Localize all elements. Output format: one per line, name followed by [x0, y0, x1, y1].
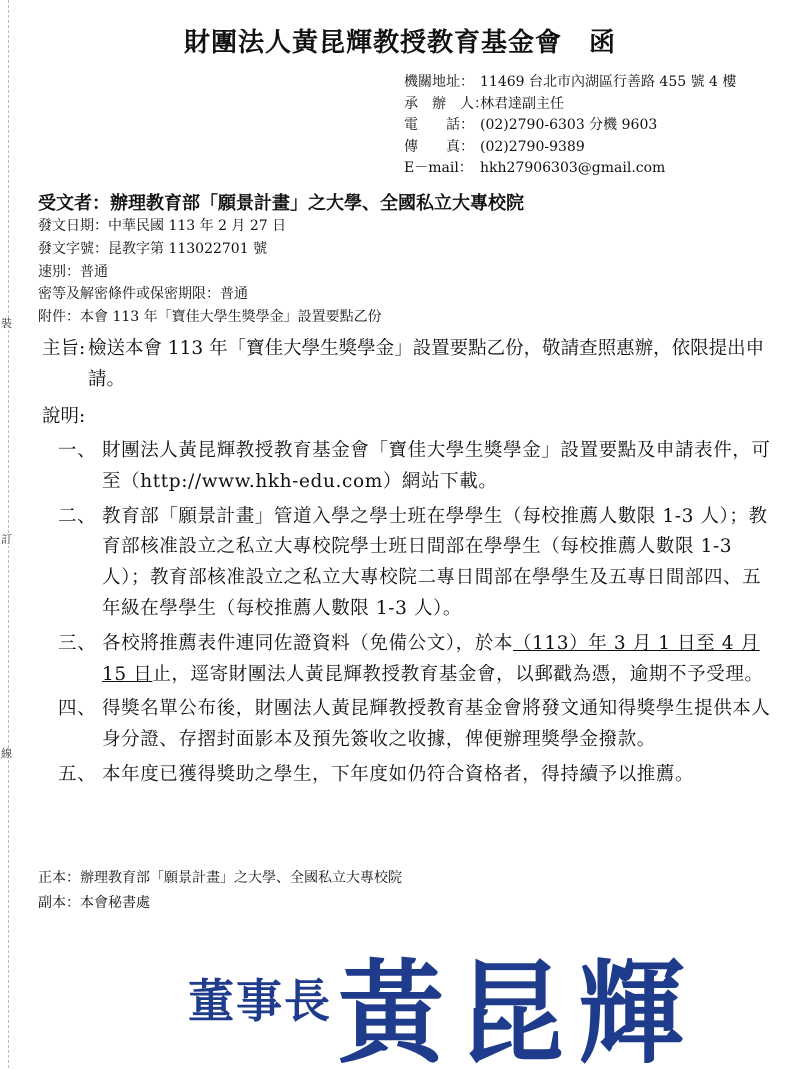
item-text-pre: 各校將推薦表件連同佐證資料（免備公文），於本 [102, 632, 513, 654]
item-text: 本年度已獲得獎助之學生，下年度如仍符合資格者，得持續予以推薦。 [102, 763, 695, 785]
binding-mark-ding: 訂 [1, 533, 12, 546]
list-item [58, 436, 778, 498]
list-item [58, 760, 778, 791]
meta-block [38, 215, 382, 329]
item-number: 二、 [58, 505, 97, 527]
item-number: 三、 [58, 632, 97, 654]
contact-address: 機關地址： 11469 台北市內湖區行善路 455 號 4 樓 [404, 74, 737, 90]
contact-phone: 電 話： (02)2790-6303 分機 9603 [404, 117, 658, 133]
copy-recipient: 副本：本會秘書處 [38, 895, 150, 911]
subject [42, 333, 777, 395]
binding-mark-zhuang: 裝 [1, 317, 12, 330]
contact-fax: 傳 真： (02)2790-9389 [404, 138, 585, 155]
attachment: 附件：本會 113 年「寶佳大學生獎學金」設置要點乙份 [38, 309, 382, 326]
speed-class: 速別：普通 [38, 263, 108, 280]
explanation-list [58, 436, 778, 795]
item-text: 得獎名單公布後，財團法人黃昆輝教授教育基金會將發文通知得獎學生提供本人身分證、存摺封面影本及預先簽收之收據，俾便辦理獎學金撥款。 [102, 698, 771, 751]
binding-mark-xian: 線 [1, 747, 12, 760]
list-item [58, 629, 778, 691]
item-text: 教育部「願景計畫」管道入學之學士班在學學生（每校推薦人數限 1-3 人）；教育部核准設立之私立大專校院學士班日間部在學學生（每校推薦人數限 1-3 人）；教育部核准設立之私立大專校院二專日間部在學學生及五專日間部四、五年級在學學生（每校推薦人數限 1-3 人）。 [102, 505, 768, 619]
chairman-title: 董事長 [188, 974, 332, 1028]
binding-line [0, 0, 14, 1068]
item-number: 一、 [58, 440, 97, 461]
contact-block [404, 72, 736, 180]
item-text-post: 止，逕寄財團法人黃昆輝教授教育基金會，以郵戳為憑，逾期不予受理。 [152, 663, 764, 685]
item-text: 財團法人黃昆輝教授教育基金會「寶佳大學生獎學金」設置要點及申請表件，可至（http://www.hkh-edu.com）網站下載。 [102, 440, 771, 492]
subject-text: 檢送本會 113 年「寶佳大學生獎學金」設置要點乙份，敬請查照惠辦，依限提出申請。 [88, 338, 765, 390]
distribution-block [38, 866, 402, 916]
item-number: 四、 [58, 698, 97, 720]
recipient: 受文者：辦理教育部「願景計畫」之大學、全國私立大專校院 [38, 193, 524, 214]
explanation-label: 說明: [42, 406, 86, 427]
issue-date: 發文日期：中華民國 113 年 2 月 27 日 [38, 218, 287, 234]
confidentiality: 密等及解密條件或保密期限：普通 [38, 286, 248, 303]
item-number: 五、 [58, 763, 97, 785]
chairman-seal [188, 925, 698, 1079]
list-item [58, 694, 778, 756]
deadline-underlined: （113）年 3 月 1 日至 4 月 15 日 [102, 632, 760, 685]
list-item [58, 502, 778, 625]
contact-email: E－mail： hkh27906303@gmail.com [404, 160, 666, 176]
document-title: 財團法人黃昆輝教授教育基金會 函 [183, 28, 616, 58]
document-number: 發文字號：昆教字第 113022701 號 [38, 240, 268, 257]
contact-handler: 承 辦 人：林君達副主任 [404, 95, 564, 112]
subject-label: 主旨: [42, 338, 86, 359]
chairman-name: 黃昆輝 [338, 947, 698, 1079]
original-recipient: 正本：辦理教育部「願景計畫」之大學、全國私立大專校院 [38, 870, 402, 886]
